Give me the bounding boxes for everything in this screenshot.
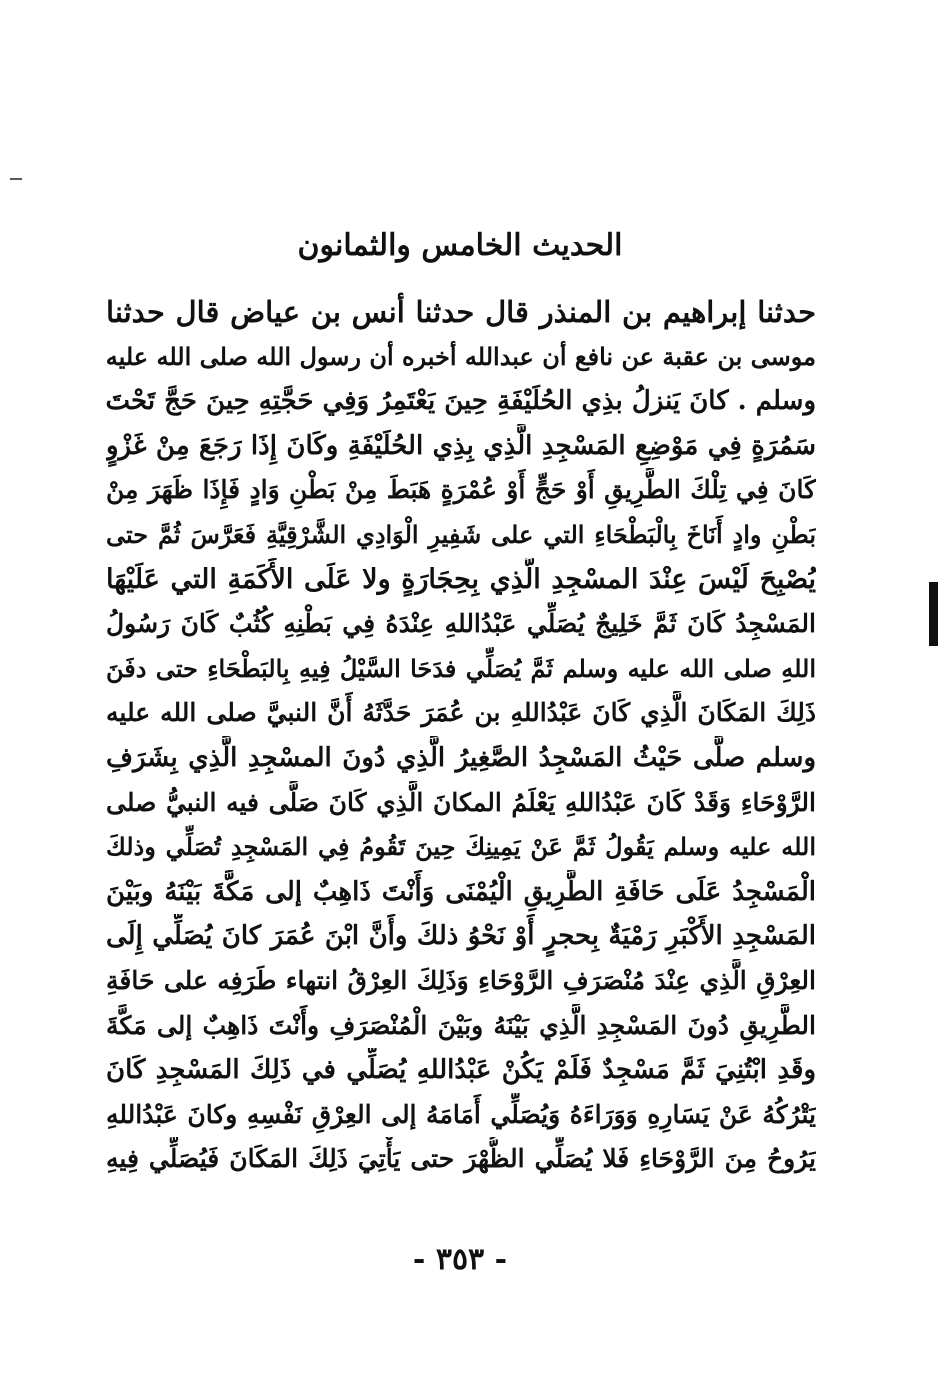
text-line: المَسْجِدِ الأَكْبَرِ رَمْيَةٌ بِحجرٍ أَوْ نَحْوُ ذلكَ وأَنَّ ابْنَ عُمَرَ كانَ يُصَلِّي إِلَى (106, 921, 816, 952)
text-line: سَمُرَةٍ فِي مَوْضِعِ المَسْجِدِ الَّذِي بِذِي الحُلَيْفَةِ وكَانَ إِذَا رَجَعَ مِنْ غَزْوٍ (106, 430, 816, 461)
hadith-title: الحديث الخامس والثمانون (297, 228, 623, 263)
text-line: حدثنا إبراهيم بن المنذر قال حدثنا أنس بن عياض قال حدثنا (106, 295, 816, 329)
text-line: العِرْقِ الَّذِي عِنْدَ مُنْصَرَفِ الرَّوْحَاءِ وَذَلِكَ العِرْقُ انتهاء طَرَفِه على حَافَةِ (106, 965, 816, 995)
page-number: - ٣٥٣ - (412, 1242, 508, 1277)
text-line: المَسْجِدُ كَانَ ثَمَّ خَلِيجٌ يُصَلِّي عَبْدُاللهِ عِنْدَهُ فِي بَطْنِهِ كُثُبٌ كَانَ رَسُولُ (106, 609, 816, 639)
text-line: الطَّرِيقِ دُونَ المَسْجِدِ الَّذِي بَيْنَهُ وبَيْنَ الْمُنْصَرَفِ وأَنْتَ ذَاهِبٌ إلى مَكَّةَ (106, 1010, 816, 1040)
text-line: موسى بن عقبة عن نافع أن عبدالله أخبره أن رسول الله صلى الله عليه (106, 341, 816, 371)
text-line: يُصْبِحَ لَيْسَ عِنْدَ المسْجِدِ الَّذِي بِحِجَارَةٍ ولا عَلَى الأَكَمَةِ التي عَلَيْهَا (106, 563, 816, 595)
text-line: وسلم صلَّى حَيْثُ المَسْجِدُ الصَّغِيرُ الَّذِي دُونَ المسْجِدِ الَّذِي بِشَرَفِ (106, 742, 816, 773)
text-line: كَانَ فِي تِلْكَ الطَّرِيقِ أَوْ حَجٍّ أَوْ عُمْرَةٍ هَبَطَ مِنْ بَطْنِ وَادٍ فَإِذَا ظَهَرَ مِنْ (106, 475, 816, 505)
text-line: ذَلِكَ المَكَانَ الَّذِي كَانَ عَبْدُاللهِ بن عُمَرَ حَدَّثَهُ أَنَّ النبيَّ صلى الله عليه (106, 698, 816, 728)
text-line: يَرُوحُ مِنَ الرَّوْحَاءِ فَلا يُصَلِّي الظُّهْرَ حتى يَأْتِيَ ذَلِكَ المَكَانَ فَيُصَلِّي فِيهِ (106, 1144, 816, 1174)
text-line: الرَّوْحَاءِ وَقَدْ كَانَ عَبْدُاللهِ يَعْلَمُ المكانَ الَّذِي كَانَ صَلَّى فيه النبيُّ صلى (106, 787, 816, 817)
margin-mark (10, 178, 22, 180)
text-line: يَتْرُكُهُ عَنْ يَسَارِهِ وَوَرَاءَهُ وَيُصَلِّي أَمَامَهُ إلى العِرْقِ نَفْسِهِ وكانَ عَبْدُاللهِ (106, 1099, 816, 1129)
text-line: الْمَسْجِدُ عَلَى حَافَةِ الطَّرِيقِ الْيُمْنَى وَأَنْتَ ذَاهِبٌ إلى مَكَّةَ بَيْنَهُ وبَيْنَ (106, 876, 816, 907)
text-line: اللهِ صلى الله عليه وسلم ثَمَّ يُصَلِّي فدَحَا السَّيْلُ فِيهِ بِالبَطْحَاءِ حتى دفَنَ (106, 653, 816, 683)
text-line: وسلم . كانَ يَنزلُ بذِي الحُلَيْفَةِ حِينَ يَعْتَمِرُ وَفِي حَجَّتِهِ حِينَ حَجَّ تَحْتَ (106, 386, 816, 417)
text-line: بَطْنِ وادٍ أَنَاخَ بِالْبَطْحَاءِ التي على شَفِيرِ الْوَادِي الشَّرْقِيَّةِ فَعَرَّسَ ثُمَّ حتى (106, 519, 816, 549)
scan-edge-mark (929, 582, 938, 646)
hadith-text (106, 290, 816, 1182)
text-line: وقَدِ ابْتُنِيَ ثَمَّ مَسْجِدٌ فَلَمْ يَكُنْ عَبْدُاللهِ يُصَلِّي في ذَلِكَ المَسْجِدِ كَانَ (106, 1055, 816, 1086)
text-line: الله عليه وسلم يَقُولُ ثَمَّ عَنْ يَمِينِكَ حِينَ تَقُومُ فِي المَسْجِدِ تُصَلِّي وذلكَ (106, 832, 816, 862)
